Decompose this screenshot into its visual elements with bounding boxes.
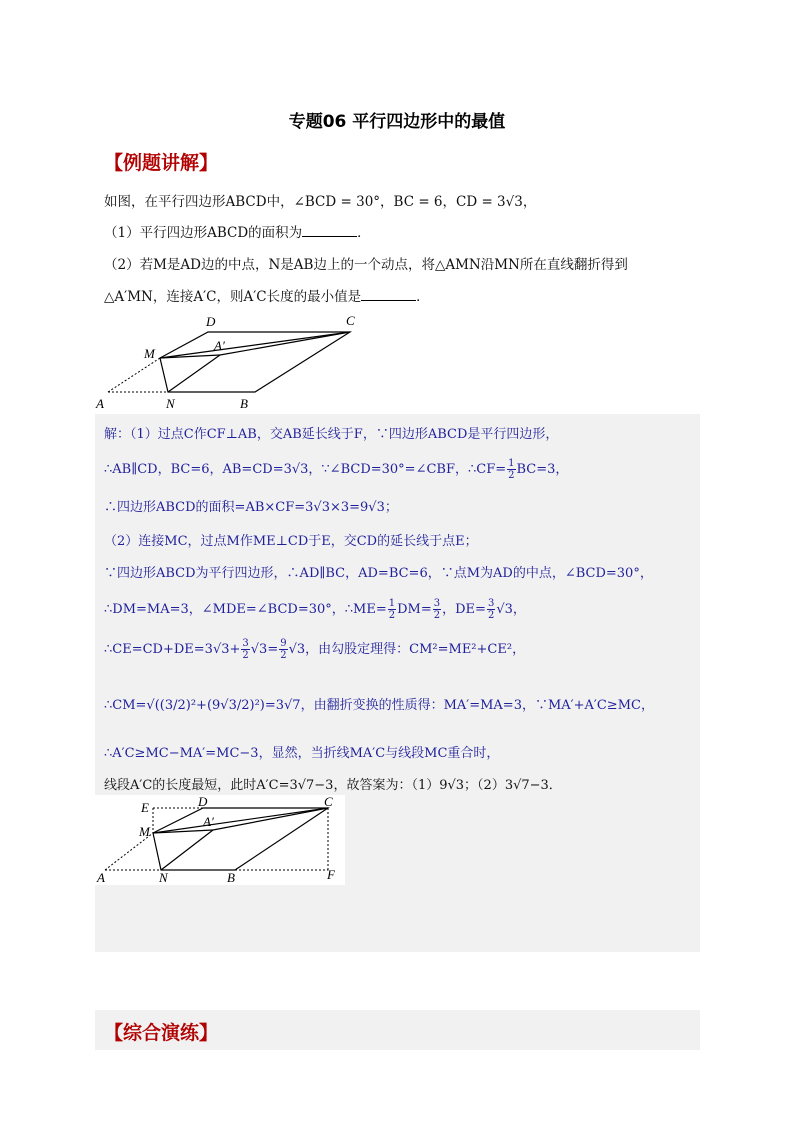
solution-line-7 — [104, 638, 525, 661]
fraction — [388, 598, 396, 621]
segment-a1n — [168, 355, 220, 392]
problem-part1-text: （1）平行四边形ABCD的面积为 — [104, 225, 303, 241]
label-a-prime: A′ — [214, 338, 225, 353]
solution-line-1: 解：（1）过点C作CF⊥AB，交AB延长线于F，∵四边形ABCD是平行四边形， — [104, 427, 559, 442]
problem-line-3: （2）若M是AD边的中点，N是AB边上的一个动点，将△AMN沿MN所在直线翻折得到 — [104, 257, 628, 273]
problem-line-4 — [104, 285, 430, 305]
solution-line-6-d: √3， — [496, 602, 526, 617]
fraction-denominator: 2 — [242, 650, 249, 661]
label-b: B — [227, 870, 235, 885]
fraction-denominator: 2 — [280, 650, 287, 661]
fraction-numerator: 1 — [508, 458, 515, 469]
solution-line-6 — [104, 598, 526, 621]
segment-a1c — [220, 332, 350, 355]
label-c: C — [346, 313, 355, 328]
solution-line-10: 线段A′C的长度最短，此时A′C=3√7−3，故答案为：（1）9√3；（2）3√7−3． — [104, 778, 562, 793]
fraction-numerator: 3 — [242, 638, 249, 649]
figure-parallelogram — [90, 310, 380, 415]
solution-line-7-a: ∴CE=CD+DE=3√3+ — [104, 642, 241, 657]
fraction — [507, 458, 515, 481]
fraction-numerator: 1 — [388, 598, 396, 609]
fraction-numerator: 3 — [487, 598, 495, 609]
solution-line-5: ∵四边形ABCD为平行四边形，∴AD∥BC，AD=BC=6，∵点M为AD的中点，∠BCD=30°， — [104, 566, 653, 581]
label-m: M — [139, 824, 150, 839]
label-d: D — [198, 795, 208, 809]
label-d: D — [206, 314, 216, 329]
solution-line-4: （2）连接MC，过点M作ME⊥CD于E，交CD的延长线于点E； — [104, 534, 478, 549]
figure-solution — [95, 795, 345, 885]
fraction-denominator: 2 — [433, 610, 441, 621]
section-heading-practice: 【综合演练】 — [104, 1022, 219, 1044]
label-n: N — [166, 396, 175, 411]
label-n: N — [159, 870, 168, 885]
fraction — [487, 598, 495, 621]
problem-part2-end: ． — [416, 289, 430, 305]
problem-part2-text: △A′MN，连接A′C，则A′C长度的最小值是 — [104, 289, 362, 305]
fraction — [279, 638, 287, 661]
solution-line-6-c: ，DE= — [442, 602, 486, 617]
solution-line-2-text: ∴AB∥CD，BC=6，AB=CD=3√3，∵∠BCD=30°=∠CBF，∴CF= — [104, 462, 507, 477]
solution-line-7-b: √3= — [250, 642, 279, 657]
fraction-denominator: 2 — [487, 610, 495, 621]
fraction-numerator: 9 — [280, 638, 287, 649]
solution-line-6-b: DM= — [397, 602, 432, 617]
solution-line-6-a: ∴DM=MA=3，∠MDE=∠BCD=30°，∴ME= — [104, 602, 387, 617]
fraction-denominator: 2 — [508, 470, 515, 481]
solution-line-2-end: BC=3， — [516, 462, 569, 477]
problem-line-2 — [104, 221, 371, 241]
answer-blank-2 — [361, 288, 416, 301]
problem-line-1: 如图，在平行四边形ABCD中，∠BCD = 30°，BC = 6，CD = 3√3， — [104, 194, 537, 210]
fraction — [433, 598, 441, 621]
answer-blank-1 — [302, 224, 357, 237]
label-b: B — [240, 396, 248, 411]
dotted-line-am — [108, 358, 160, 392]
label-m: M — [144, 346, 155, 361]
solution-line-7-c: √3，由勾股定理得：CM²=ME²+CE²， — [288, 642, 526, 657]
segment-mc — [160, 332, 350, 358]
fraction-numerator: 3 — [433, 598, 441, 609]
problem-part1-end: ． — [357, 225, 371, 241]
label-a-prime: A′ — [203, 814, 214, 829]
label-f: F — [327, 867, 335, 882]
fraction — [241, 638, 249, 661]
label-c: C — [324, 795, 333, 809]
solution-line-8: ∴CM=√((3/2)²+(9√3/2)²)=3√7，由翻折变换的性质得：MA′=MA=3，∵MA′+A′C≥MC， — [104, 698, 654, 713]
solution-line-3: ∴四边形ABCD的面积=AB×CF=3√3×3=9√3； — [104, 500, 398, 515]
label-a: A — [97, 870, 105, 885]
page-title: 专题06 平行四边形中的最值 — [288, 112, 506, 132]
label-e: E — [141, 800, 149, 815]
section-heading-example: 【例题讲解】 — [104, 152, 219, 174]
solution-line-2 — [104, 458, 568, 481]
parallelogram-shape — [160, 332, 350, 392]
fraction-denominator: 2 — [388, 610, 396, 621]
label-a: A — [96, 396, 104, 411]
solution-line-9: ∴A′C≥MC−MA′=MC−3，显然，当折线MA′C与线段MC重合时， — [104, 746, 500, 761]
